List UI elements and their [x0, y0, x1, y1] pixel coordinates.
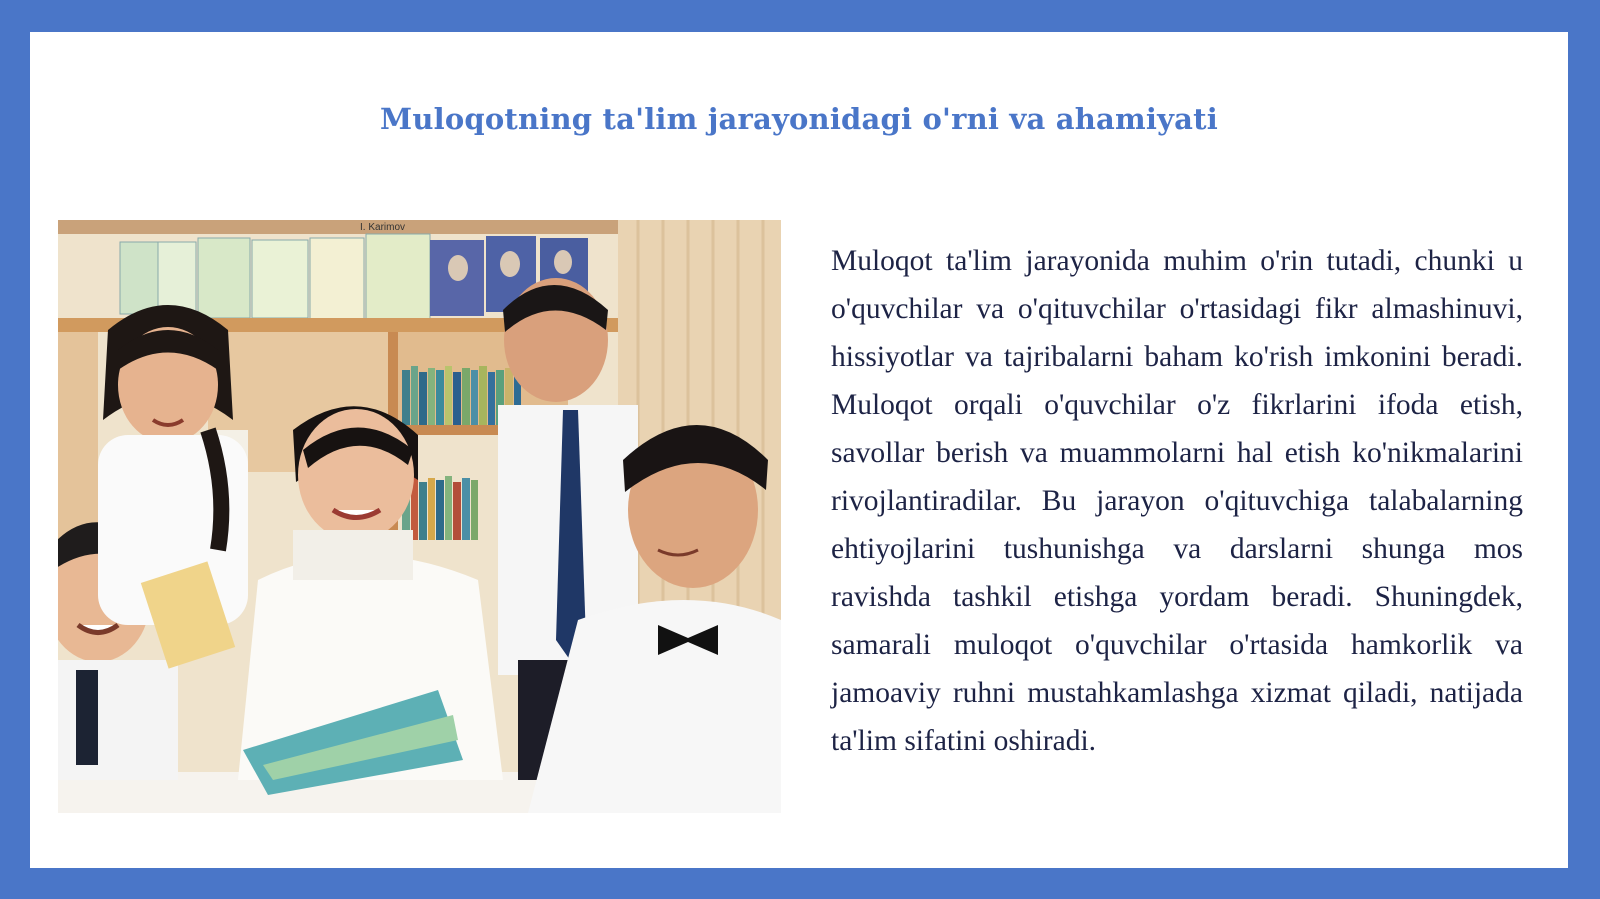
portrait-sign: I. Karimov [360, 222, 406, 233]
body-paragraph: Muloqot ta'lim jarayonida muhim o'rin tutadi, chunki u o'quvchilar va o'qituvchilar o'rtasidagi fikr almashinuvi, hissiyotlar va tajribalarni baham ko'rish imkonini beradi. Muloqot orqali o'quvchilar o'z fikrlarini ifoda etish, savollar berish va muammolarni hal etish ko'nikmalarini rivojlantiradilar. Bu jarayon o'qituvchiga talabalarning ehtiyojlarini tushunishga va darslarni shunga mos ravishda tashkil etishga yordam beradi. Shuningdek, samarali muloqot o'quvchilar o'rtasida hamkorlik va jamoaviy ruhni mustahkamlashga xizmat qiladi, natijada ta'lim sifatini oshiradi. [831, 245, 1523, 757]
classroom-photo [58, 220, 781, 813]
slide-title: Muloqotning ta'lim jarayonidagi o'rni va ahamiyati [380, 102, 1218, 136]
slide [30, 32, 1568, 868]
classroom-illustration [58, 220, 781, 813]
